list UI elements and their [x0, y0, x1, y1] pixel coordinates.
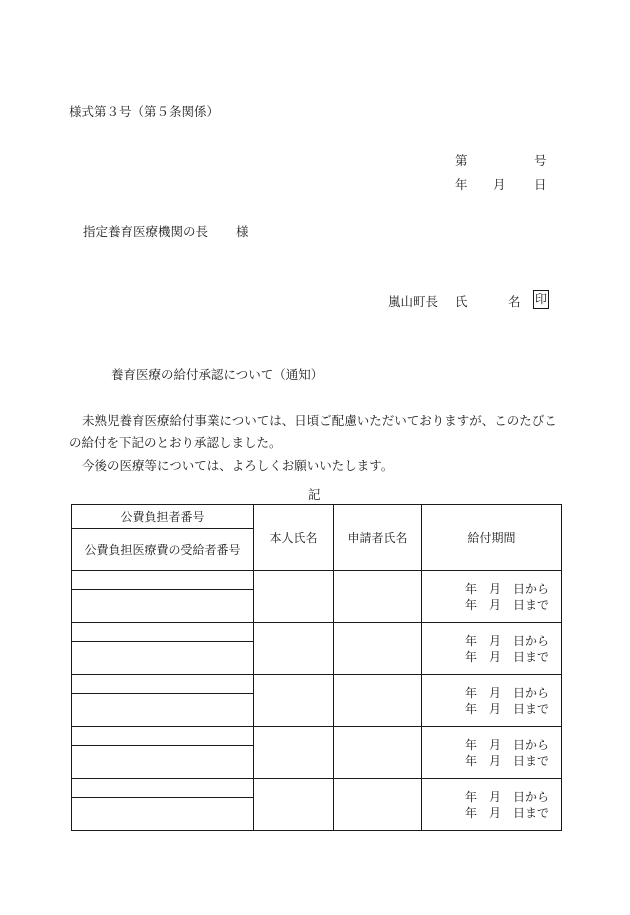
to-month: 月	[488, 701, 501, 716]
sender-title: 嵐山町長	[388, 294, 439, 309]
from-month: 月	[488, 633, 501, 648]
addressee-name: 指定養育医療機関の長	[83, 224, 209, 239]
to-day: 日まで	[512, 649, 549, 664]
header-payer-number: 公費負担者番号	[72, 505, 254, 529]
grant-table	[71, 504, 562, 831]
table-row	[72, 571, 562, 590]
period-cell	[422, 623, 562, 675]
period-cell	[422, 727, 562, 779]
to-month: 月	[488, 805, 501, 820]
applicant-name-cell[interactable]	[334, 727, 422, 779]
from-day: 日から	[512, 789, 549, 804]
from-day: 日から	[512, 581, 549, 596]
to-year: 年	[464, 805, 477, 820]
header-recipient-number: 公費負担医療費の受給者番号	[72, 529, 254, 571]
seal-mark: 印	[533, 290, 549, 309]
table-row	[72, 779, 562, 798]
from-year: 年	[464, 685, 477, 700]
header-applicant-name: 申請者氏名	[334, 505, 422, 571]
from-month: 月	[488, 789, 501, 804]
from-day: 日から	[512, 685, 549, 700]
patient-name-cell[interactable]	[254, 727, 334, 779]
from-day: 日から	[512, 633, 549, 648]
period-cell	[422, 571, 562, 623]
payer-number-cell[interactable]	[72, 571, 254, 590]
body-paragraph-2: 今後の医療等については、よろしくお願いいたします。	[82, 458, 394, 473]
to-year: 年	[464, 597, 477, 612]
from-month: 月	[488, 737, 501, 752]
doc-number-suffix: 号	[534, 153, 547, 168]
recipient-number-cell[interactable]	[72, 642, 254, 675]
to-year: 年	[464, 649, 477, 664]
recipient-number-cell[interactable]	[72, 590, 254, 623]
patient-name-cell[interactable]	[254, 623, 334, 675]
form-number: 様式第３号（第５条関係）	[69, 104, 220, 119]
table-row	[72, 623, 562, 642]
from-year: 年	[464, 633, 477, 648]
period-cell	[422, 779, 562, 831]
sender-shi: 氏	[455, 294, 468, 309]
header-patient-name: 本人氏名	[254, 505, 334, 571]
to-month: 月	[488, 649, 501, 664]
body-paragraph-1: 未熟児養育医療給付事業については、日頃ご配慮いただいておりますが、このたびこの給付を下記のとおり承認しました。	[69, 413, 557, 450]
applicant-name-cell[interactable]	[334, 571, 422, 623]
sender-mei: 名	[508, 294, 521, 309]
patient-name-cell[interactable]	[254, 675, 334, 727]
doc-number-prefix: 第	[455, 153, 468, 168]
to-month: 月	[488, 597, 501, 612]
from-year: 年	[464, 737, 477, 752]
to-month: 月	[488, 753, 501, 768]
from-month: 月	[488, 581, 501, 596]
recipient-number-cell[interactable]	[72, 694, 254, 727]
payer-number-cell[interactable]	[72, 779, 254, 798]
to-year: 年	[464, 753, 477, 768]
to-day: 日まで	[512, 753, 549, 768]
recipient-number-cell[interactable]	[72, 798, 254, 831]
addressee-honorific: 様	[236, 224, 249, 239]
applicant-name-cell[interactable]	[334, 675, 422, 727]
payer-number-cell[interactable]	[72, 727, 254, 746]
to-day: 日まで	[512, 805, 549, 820]
table-header-row	[72, 505, 562, 529]
from-year: 年	[464, 581, 477, 596]
patient-name-cell[interactable]	[254, 779, 334, 831]
date-month: 月	[493, 177, 506, 192]
to-day: 日まで	[512, 597, 549, 612]
ki-heading: 記	[308, 487, 321, 502]
patient-name-cell[interactable]	[254, 571, 334, 623]
recipient-number-cell[interactable]	[72, 746, 254, 779]
payer-number-cell[interactable]	[72, 623, 254, 642]
date-year: 年	[455, 177, 468, 192]
addressee	[83, 222, 249, 240]
table-row	[72, 727, 562, 746]
applicant-name-cell[interactable]	[334, 623, 422, 675]
subject-title: 養育医療の給付承認について（通知）	[111, 367, 324, 382]
from-day: 日から	[512, 737, 549, 752]
to-year: 年	[464, 701, 477, 716]
header-period: 給付期間	[422, 505, 562, 571]
from-month: 月	[488, 685, 501, 700]
date-day: 日	[534, 177, 547, 192]
period-cell	[422, 675, 562, 727]
to-day: 日まで	[512, 701, 549, 716]
from-year: 年	[464, 789, 477, 804]
applicant-name-cell[interactable]	[334, 779, 422, 831]
payer-number-cell[interactable]	[72, 675, 254, 694]
table-row	[72, 675, 562, 694]
